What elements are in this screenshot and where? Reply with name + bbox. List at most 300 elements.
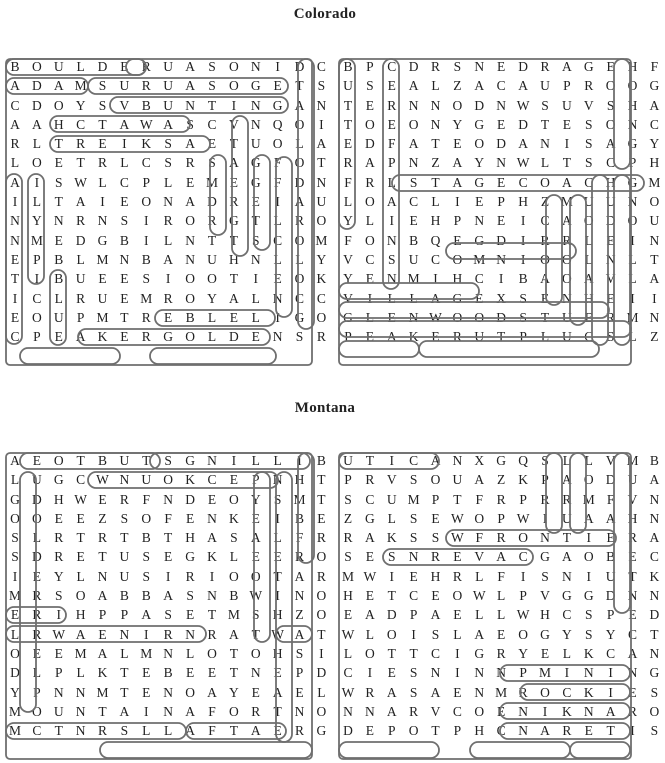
letter-cell[interactable]: T — [606, 723, 615, 739]
letter-cell[interactable]: V — [540, 588, 550, 604]
letter-cell[interactable]: C — [409, 588, 419, 604]
letter-cell[interactable]: X — [474, 453, 485, 468]
letter-cell[interactable]: V — [386, 472, 397, 488]
letter-cell[interactable]: K — [561, 703, 572, 719]
letter-cell[interactable]: A — [119, 116, 130, 132]
letter-cell[interactable]: S — [387, 549, 396, 565]
letter-cell[interactable]: E — [120, 194, 129, 210]
letter-cell[interactable]: L — [365, 309, 374, 325]
letter-cell[interactable]: O — [316, 309, 327, 325]
letter-cell[interactable]: E — [273, 271, 282, 287]
letter-cell[interactable]: N — [97, 568, 108, 584]
letter-cell[interactable]: M — [293, 491, 306, 507]
letter-cell[interactable]: G — [250, 155, 261, 171]
letter-cell[interactable]: L — [409, 290, 418, 306]
letter-cell[interactable]: O — [31, 309, 42, 325]
letter-cell[interactable]: A — [408, 136, 419, 152]
letter-cell[interactable]: N — [75, 703, 86, 719]
letter-cell[interactable]: D — [97, 59, 108, 74]
letter-cell[interactable]: T — [120, 665, 129, 681]
letter-cell[interactable]: C — [562, 684, 572, 700]
letter-cell[interactable]: L — [475, 568, 484, 584]
letter-cell[interactable]: M — [495, 684, 508, 700]
letter-cell[interactable]: O — [540, 251, 550, 267]
letter-cell[interactable]: S — [453, 59, 462, 74]
letter-cell[interactable]: U — [119, 453, 130, 468]
letter-cell[interactable]: L — [207, 329, 217, 345]
letter-cell[interactable]: P — [519, 588, 527, 604]
letter-cell[interactable]: L — [295, 136, 304, 152]
letter-cell[interactable]: E — [431, 588, 440, 604]
letter-cell[interactable]: N — [53, 684, 64, 700]
letter-cell[interactable]: B — [343, 59, 353, 74]
letter-cell[interactable]: W — [341, 684, 355, 700]
letter-cell[interactable]: A — [294, 626, 305, 642]
letter-cell[interactable]: G — [163, 329, 174, 345]
letter-cell[interactable]: N — [474, 213, 485, 229]
letter-cell[interactable]: E — [453, 684, 462, 700]
letter-cell[interactable]: S — [142, 271, 151, 287]
letter-cell[interactable]: P — [606, 607, 615, 623]
letter-cell[interactable]: V — [627, 491, 638, 507]
letter-cell[interactable]: L — [453, 626, 462, 642]
letter-cell[interactable]: E — [606, 530, 615, 546]
letter-cell[interactable]: V — [343, 290, 353, 306]
letter-cell[interactable]: A — [294, 97, 305, 113]
letter-cell[interactable]: G — [649, 665, 660, 681]
letter-cell[interactable]: R — [540, 59, 550, 74]
letter-cell[interactable]: T — [76, 453, 85, 468]
letter-cell[interactable]: N — [250, 59, 261, 74]
letter-cell[interactable]: S — [584, 155, 593, 171]
letter-cell[interactable]: H — [605, 174, 616, 190]
letter-cell[interactable]: E — [365, 549, 374, 565]
letter-cell[interactable]: N — [163, 645, 174, 661]
letter-cell[interactable]: N — [207, 510, 217, 526]
letter-cell[interactable]: O — [163, 472, 174, 488]
letter-cell[interactable]: B — [119, 232, 129, 248]
letter-cell[interactable]: A — [430, 607, 441, 623]
letter-cell[interactable]: E — [120, 271, 129, 287]
letter-cell[interactable]: I — [12, 194, 18, 210]
letter-cell[interactable]: I — [630, 290, 635, 306]
letter-cell[interactable]: T — [343, 116, 353, 132]
letter-cell[interactable]: E — [387, 665, 396, 681]
letter-cell[interactable]: O — [31, 510, 42, 526]
letter-cell[interactable]: H — [53, 116, 64, 132]
letter-cell[interactable]: S — [98, 78, 107, 94]
letter-cell[interactable]: O — [518, 530, 528, 546]
letter-cell[interactable]: G — [474, 116, 485, 132]
letter-cell[interactable]: N — [343, 703, 353, 719]
letter-cell[interactable]: E — [229, 174, 238, 190]
letter-cell[interactable]: S — [120, 213, 129, 229]
letter-cell[interactable]: N — [163, 491, 174, 507]
letter-cell[interactable]: D — [518, 116, 528, 132]
letter-cell[interactable]: O — [75, 588, 86, 604]
letter-cell[interactable]: H — [75, 607, 86, 623]
letter-cell[interactable]: I — [367, 290, 373, 306]
letter-cell[interactable]: R — [316, 530, 326, 546]
letter-cell[interactable]: N — [119, 626, 130, 642]
letter-cell[interactable]: A — [163, 251, 174, 267]
letter-cell[interactable]: G — [561, 588, 572, 604]
letter-cell[interactable]: I — [34, 174, 40, 190]
letter-cell[interactable]: U — [119, 568, 130, 584]
letter-cell[interactable]: S — [344, 491, 352, 507]
letter-cell[interactable]: V — [119, 97, 130, 113]
letter-cell[interactable]: L — [10, 155, 20, 171]
letter-cell[interactable]: L — [343, 194, 353, 210]
letter-cell[interactable]: O — [316, 588, 327, 604]
letter-cell[interactable]: T — [229, 271, 238, 287]
letter-cell[interactable]: R — [365, 472, 375, 488]
letter-cell[interactable]: I — [520, 232, 526, 248]
letter-cell[interactable]: P — [519, 491, 527, 507]
letter-cell[interactable]: A — [316, 136, 327, 152]
letter-cell[interactable]: G — [10, 491, 20, 507]
letter-cell[interactable]: R — [10, 136, 20, 152]
letter-cell[interactable]: T — [562, 155, 571, 171]
letter-cell[interactable]: I — [586, 568, 591, 584]
letter-cell[interactable]: Y — [561, 626, 572, 642]
letter-cell[interactable]: D — [364, 136, 375, 152]
letter-cell[interactable]: B — [185, 309, 195, 325]
letter-cell[interactable]: E — [606, 232, 615, 248]
letter-cell[interactable]: A — [185, 703, 195, 719]
letter-cell[interactable]: Z — [540, 194, 550, 210]
letter-cell[interactable]: A — [250, 723, 261, 739]
letter-cell[interactable]: A — [185, 78, 195, 94]
letter-cell[interactable]: R — [409, 703, 419, 719]
letter-cell[interactable]: R — [562, 232, 572, 248]
letter-cell[interactable]: A — [496, 549, 507, 565]
letter-cell[interactable]: C — [518, 174, 528, 190]
letter-cell[interactable]: D — [31, 491, 42, 507]
letter-cell[interactable]: L — [76, 59, 85, 74]
letter-cell[interactable]: A — [430, 684, 441, 700]
letter-cell[interactable]: G — [364, 510, 375, 526]
letter-cell[interactable]: A — [97, 588, 108, 604]
letter-cell[interactable]: T — [98, 703, 107, 719]
letter-cell[interactable]: G — [583, 588, 594, 604]
letter-cell[interactable]: S — [164, 136, 172, 152]
letter-cell[interactable]: U — [605, 194, 616, 210]
letter-cell[interactable]: I — [144, 232, 149, 248]
letter-cell[interactable]: N — [540, 530, 550, 546]
letter-cell[interactable]: I — [455, 194, 460, 210]
letter-cell[interactable]: O — [294, 232, 305, 248]
letter-cell[interactable]: O — [583, 472, 594, 488]
letter-cell[interactable]: A — [408, 78, 419, 94]
letter-cell[interactable]: N — [627, 588, 638, 604]
letter-cell[interactable]: A — [452, 155, 463, 171]
letter-cell[interactable]: E — [251, 684, 260, 700]
letter-cell[interactable]: O — [474, 703, 485, 719]
letter-cell[interactable]: R — [76, 290, 86, 306]
letter-cell[interactable]: Y — [452, 116, 463, 132]
letter-cell[interactable]: D — [294, 59, 305, 74]
letter-cell[interactable]: E — [32, 568, 41, 584]
letter-cell[interactable]: E — [164, 309, 173, 325]
letter-cell[interactable]: E — [497, 116, 506, 132]
letter-cell[interactable]: A — [540, 271, 550, 287]
letter-cell[interactable]: E — [628, 549, 637, 565]
letter-cell[interactable]: Z — [497, 472, 506, 488]
letter-cell[interactable]: L — [32, 530, 41, 546]
letter-cell[interactable]: E — [475, 194, 484, 210]
letter-cell[interactable]: B — [141, 530, 151, 546]
letter-cell[interactable]: T — [76, 155, 85, 171]
letter-cell[interactable]: G — [272, 97, 283, 113]
letter-cell[interactable]: C — [141, 155, 151, 171]
letter-cell[interactable]: A — [540, 723, 550, 739]
letter-cell[interactable]: U — [163, 97, 174, 113]
letter-cell[interactable]: F — [497, 568, 505, 584]
letter-cell[interactable]: F — [606, 491, 615, 507]
letter-cell[interactable]: S — [98, 97, 107, 113]
letter-cell[interactable]: T — [317, 626, 326, 642]
letter-cell[interactable]: C — [365, 251, 375, 267]
letter-cell[interactable]: H — [430, 568, 441, 584]
letter-cell[interactable]: B — [141, 251, 151, 267]
letter-cell[interactable]: L — [387, 290, 396, 306]
letter-cell[interactable]: C — [207, 472, 217, 488]
letter-cell[interactable]: S — [186, 588, 194, 604]
letter-cell[interactable]: H — [272, 607, 283, 623]
letter-cell[interactable]: O — [31, 703, 42, 719]
letter-cell[interactable]: T — [431, 136, 440, 152]
letter-cell[interactable]: L — [273, 251, 282, 267]
letter-cell[interactable]: S — [142, 568, 151, 584]
letter-cell[interactable]: A — [561, 549, 572, 565]
letter-cell[interactable]: L — [584, 232, 593, 248]
letter-cell[interactable]: N — [430, 116, 441, 132]
letter-cell[interactable]: T — [229, 136, 238, 152]
letter-cell[interactable]: E — [343, 136, 353, 152]
letter-cell[interactable]: T — [562, 530, 571, 546]
letter-cell[interactable]: O — [452, 251, 463, 267]
letter-cell[interactable]: M — [341, 568, 354, 584]
letter-cell[interactable]: M — [407, 491, 420, 507]
letter-cell[interactable]: S — [650, 684, 659, 700]
letter-cell[interactable]: C — [540, 213, 550, 229]
letter-cell[interactable]: O — [452, 97, 463, 113]
letter-cell[interactable]: T — [365, 453, 374, 468]
letter-cell[interactable]: N — [163, 684, 174, 700]
letter-cell[interactable]: N — [583, 703, 594, 719]
letter-cell[interactable]: U — [163, 78, 174, 94]
letter-cell[interactable]: W — [451, 530, 464, 546]
letter-cell[interactable]: P — [387, 155, 396, 171]
letter-cell[interactable]: I — [586, 530, 591, 546]
letter-cell[interactable]: N — [627, 116, 638, 132]
letter-cell[interactable]: T — [251, 213, 260, 229]
letter-cell[interactable]: F — [650, 59, 659, 74]
letter-cell[interactable]: F — [208, 723, 216, 739]
letter-cell[interactable]: L — [164, 174, 173, 190]
letter-cell[interactable]: C — [295, 290, 305, 306]
letter-cell[interactable]: S — [273, 491, 282, 507]
letter-cell[interactable]: R — [343, 530, 353, 546]
letter-cell[interactable]: M — [582, 491, 595, 507]
letter-cell[interactable]: E — [431, 329, 440, 345]
letter-cell[interactable]: N — [250, 97, 261, 113]
letter-cell[interactable]: U — [452, 472, 463, 488]
letter-cell[interactable]: L — [10, 626, 20, 642]
letter-cell[interactable]: T — [229, 665, 238, 681]
letter-cell[interactable]: E — [409, 213, 418, 229]
letter-cell[interactable]: E — [628, 607, 637, 623]
letter-cell[interactable]: A — [272, 684, 283, 700]
letter-cell[interactable]: S — [606, 329, 615, 345]
letter-cell[interactable]: U — [316, 194, 327, 210]
letter-cell[interactable]: S — [431, 626, 440, 642]
letter-cell[interactable]: I — [411, 626, 416, 642]
letter-cell[interactable]: O — [185, 329, 195, 345]
letter-cell[interactable]: C — [409, 453, 419, 468]
letter-cell[interactable]: M — [74, 78, 87, 94]
letter-cell[interactable]: E — [10, 309, 20, 325]
letter-cell[interactable]: E — [387, 309, 396, 325]
letter-cell[interactable]: L — [475, 607, 484, 623]
letter-cell[interactable]: N — [649, 588, 660, 604]
letter-cell[interactable]: O — [31, 59, 42, 74]
letter-cell[interactable]: N — [649, 232, 660, 248]
letter-cell[interactable]: E — [185, 665, 195, 681]
letter-cell[interactable]: N — [561, 568, 572, 584]
letter-cell[interactable]: L — [540, 155, 550, 171]
letter-cell[interactable]: E — [497, 213, 506, 229]
letter-cell[interactable]: N — [649, 491, 660, 507]
letter-cell[interactable]: M — [205, 174, 218, 190]
letter-cell[interactable]: E — [497, 59, 506, 74]
letter-cell[interactable]: I — [455, 645, 460, 661]
letter-cell[interactable]: H — [53, 491, 64, 507]
letter-cell[interactable]: S — [431, 530, 440, 546]
letter-cell[interactable]: R — [141, 329, 151, 345]
letter-cell[interactable]: H — [627, 510, 638, 526]
letter-cell[interactable]: G — [185, 453, 195, 468]
letter-cell[interactable]: O — [430, 472, 441, 488]
letter-cell[interactable]: M — [648, 174, 661, 190]
letter-cell[interactable]: G — [343, 309, 353, 325]
letter-cell[interactable]: R — [365, 684, 375, 700]
letter-cell[interactable]: S — [409, 472, 418, 488]
letter-cell[interactable]: K — [207, 549, 217, 565]
letter-cell[interactable]: H — [294, 472, 305, 488]
letter-cell[interactable]: A — [53, 78, 64, 94]
letter-cell[interactable]: T — [387, 588, 396, 604]
letter-cell[interactable]: A — [386, 684, 397, 700]
letter-cell[interactable]: O — [228, 491, 239, 507]
letter-cell[interactable]: O — [605, 116, 616, 132]
letter-cell[interactable]: A — [364, 607, 375, 623]
letter-cell[interactable]: O — [207, 271, 217, 287]
letter-cell[interactable]: F — [295, 530, 304, 546]
letter-cell[interactable]: E — [142, 665, 151, 681]
letter-cell[interactable]: N — [452, 453, 463, 468]
letter-cell[interactable]: O — [294, 271, 305, 287]
letter-cell[interactable]: N — [583, 665, 594, 681]
letter-cell[interactable]: L — [32, 136, 41, 152]
letter-cell[interactable]: R — [295, 723, 305, 739]
letter-cell[interactable]: A — [75, 329, 86, 345]
letter-cell[interactable]: N — [364, 703, 375, 719]
letter-cell[interactable]: T — [98, 116, 107, 132]
letter-cell[interactable]: N — [185, 626, 195, 642]
letter-cell[interactable]: N — [250, 251, 261, 267]
letter-cell[interactable]: R — [207, 626, 217, 642]
letter-cell[interactable]: W — [516, 97, 530, 113]
letter-cell[interactable]: E — [76, 549, 85, 565]
letter-cell[interactable]: O — [540, 684, 550, 700]
letter-cell[interactable]: U — [119, 549, 130, 565]
letter-cell[interactable]: L — [540, 329, 550, 345]
letter-cell[interactable]: Y — [228, 684, 239, 700]
letter-cell[interactable]: E — [54, 329, 63, 345]
letter-cell[interactable]: E — [120, 59, 129, 74]
letter-cell[interactable]: E — [229, 309, 238, 325]
letter-cell[interactable]: G — [53, 472, 64, 488]
letter-cell[interactable]: O — [228, 59, 239, 74]
letter-cell[interactable]: C — [409, 194, 419, 210]
letter-cell[interactable]: E — [98, 136, 107, 152]
letter-cell[interactable]: I — [630, 232, 635, 248]
letter-cell[interactable]: H — [272, 645, 283, 661]
letter-cell[interactable]: A — [10, 116, 20, 132]
letter-cell[interactable]: E — [98, 271, 107, 287]
letter-cell[interactable]: O — [185, 213, 195, 229]
letter-cell[interactable]: P — [431, 491, 440, 507]
letter-cell[interactable]: N — [408, 549, 419, 565]
letter-cell[interactable]: R — [207, 213, 217, 229]
letter-cell[interactable]: S — [295, 329, 304, 345]
letter-cell[interactable]: L — [32, 665, 41, 681]
letter-cell[interactable]: K — [141, 136, 152, 152]
letter-cell[interactable]: N — [496, 665, 507, 681]
letter-cell[interactable]: B — [163, 665, 173, 681]
letter-cell[interactable]: A — [627, 645, 638, 661]
letter-cell[interactable]: D — [31, 78, 42, 94]
letter-cell[interactable]: U — [207, 251, 217, 267]
letter-cell[interactable]: A — [474, 78, 485, 94]
letter-cell[interactable]: U — [561, 97, 572, 113]
letter-cell[interactable]: L — [584, 251, 593, 267]
letter-cell[interactable]: U — [53, 59, 64, 74]
letter-cell[interactable]: O — [452, 309, 463, 325]
letter-cell[interactable]: A — [10, 453, 20, 468]
letter-cell[interactable]: E — [10, 607, 20, 623]
letter-cell[interactable]: D — [294, 174, 305, 190]
letter-cell[interactable]: L — [76, 568, 85, 584]
letter-cell[interactable]: I — [520, 568, 526, 584]
letter-cell[interactable]: L — [54, 290, 63, 306]
letter-cell[interactable]: A — [583, 271, 594, 287]
letter-cell[interactable]: A — [561, 59, 572, 74]
letter-cell[interactable]: E — [32, 453, 41, 468]
letter-cell[interactable]: S — [584, 116, 593, 132]
letter-cell[interactable]: R — [562, 723, 572, 739]
letter-cell[interactable]: G — [540, 549, 550, 565]
letter-cell[interactable]: K — [649, 568, 660, 584]
letter-cell[interactable]: E — [273, 78, 282, 94]
letter-cell[interactable]: Y — [343, 271, 353, 287]
letter-cell[interactable]: A — [185, 194, 195, 210]
letter-cell[interactable]: C — [431, 645, 441, 661]
letter-cell[interactable]: R — [365, 174, 375, 190]
letter-cell[interactable]: U — [474, 329, 485, 345]
